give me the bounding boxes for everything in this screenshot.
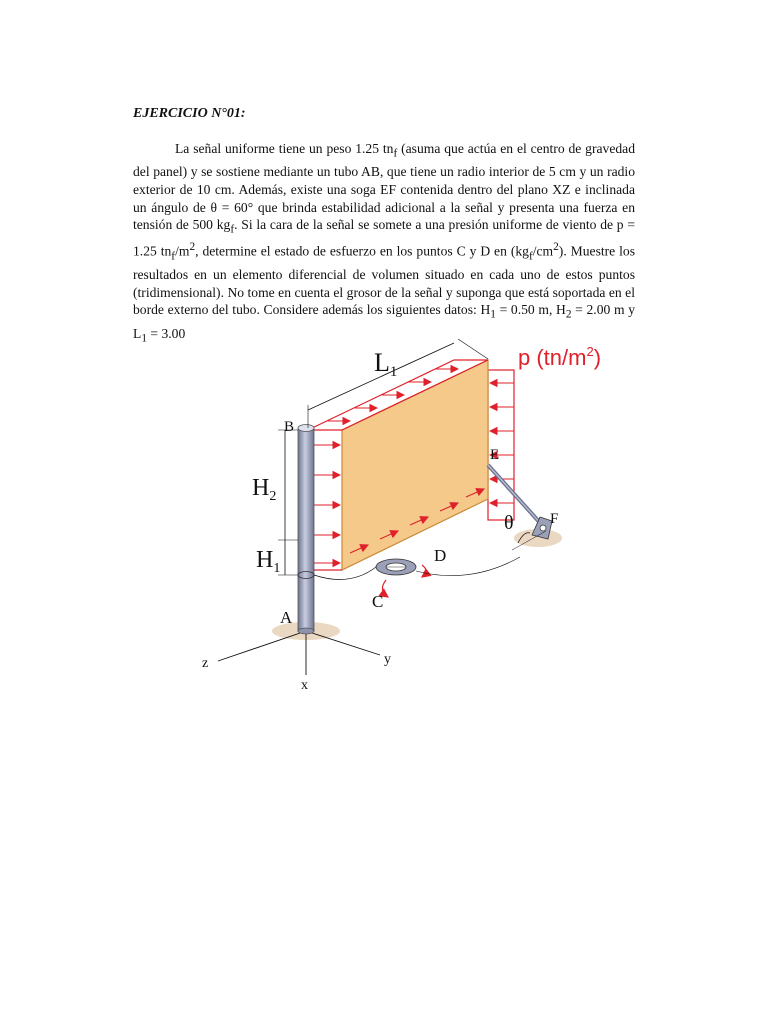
label-b: B <box>284 419 295 435</box>
label-y: y <box>384 652 391 667</box>
label-h1: $H_1$ <box>256 547 281 576</box>
label-pressure: p $(tn/m^2)$ <box>518 344 602 370</box>
pipe-top-b <box>298 425 314 432</box>
subscript: 2 <box>565 309 572 322</box>
label-d: D <box>434 546 447 565</box>
exercise-heading: EJERCICIO N°01: <box>133 106 246 121</box>
subscript: 1 <box>141 332 147 345</box>
sign-panel <box>342 360 488 570</box>
moment-arrow-d <box>422 565 426 577</box>
text-run: . Si la cara de la señal se somete a una presión uniforme de viento de p = 1.25 tn <box>133 217 635 259</box>
subscript: f <box>393 147 398 160</box>
text-run: = 3.00 <box>146 325 186 341</box>
text-run: ). Muestre los resultados en un elemento diferencial de volumen situado en cada uno de estos puntos (tridimensional). No tome en cuenta el grosor de la señal y suponga que está soportada en el borde externo del tubo. Considere además los siguientes datos: H <box>133 243 635 318</box>
pressure-arrows-left <box>310 445 340 563</box>
pipe-ab <box>298 428 314 631</box>
label-h2: $H_2$ <box>252 475 277 504</box>
rope-ef-highlight <box>488 465 542 525</box>
text-run: = 2.00 m y L <box>133 302 635 341</box>
section-ground-leader <box>416 557 520 576</box>
superscript: 2 <box>553 241 559 254</box>
label-x: x <box>301 678 308 693</box>
pressure-zone-right <box>488 370 514 520</box>
text-run: = 0.50 m, H <box>495 302 566 318</box>
text-run: /cm <box>532 243 554 259</box>
anchor-hole <box>540 525 546 531</box>
problem-paragraph <box>133 140 635 348</box>
dim-l1-tick-right <box>458 339 488 359</box>
subscript: f <box>528 250 533 263</box>
sign-structure-figure <box>190 335 630 695</box>
label-f: F <box>550 511 559 527</box>
text-run: La señal uniforme tiene un peso 1.25 tn <box>175 141 394 156</box>
subscript: f <box>230 223 235 236</box>
label-z: z <box>202 656 209 671</box>
superscript: 2 <box>189 241 196 254</box>
pressure-arrows-right <box>490 383 514 503</box>
label-theta: θ <box>504 512 514 534</box>
label-a: A <box>280 608 293 627</box>
problem-statement <box>133 140 635 348</box>
text-run: , determine el estado de esfuerzo en los puntos C y D en (kg <box>195 243 529 259</box>
label-c: C <box>372 592 384 611</box>
text-run: (asuma que actúa en el centro de gravedad del panel) y se sostiene mediante un tubo AB, que tiene un radio interior de 5 cm y un radio exterior de 10 cm. Además, existe una soga EF contenida dentro del plano XZ e inclinada un ángulo de θ = 60° que brinda estabilidad adicional a la señal y presenta una fuerza en tensión de 500 kg <box>133 141 635 233</box>
label-e: E <box>490 447 500 463</box>
text-run: /m <box>175 243 190 259</box>
axis-z <box>218 631 306 661</box>
subscript: 1 <box>490 309 496 322</box>
axis-y <box>306 631 380 655</box>
label-l1: L1 <box>374 348 398 380</box>
subscript: f <box>171 250 176 263</box>
pipe-base-a <box>298 628 314 634</box>
